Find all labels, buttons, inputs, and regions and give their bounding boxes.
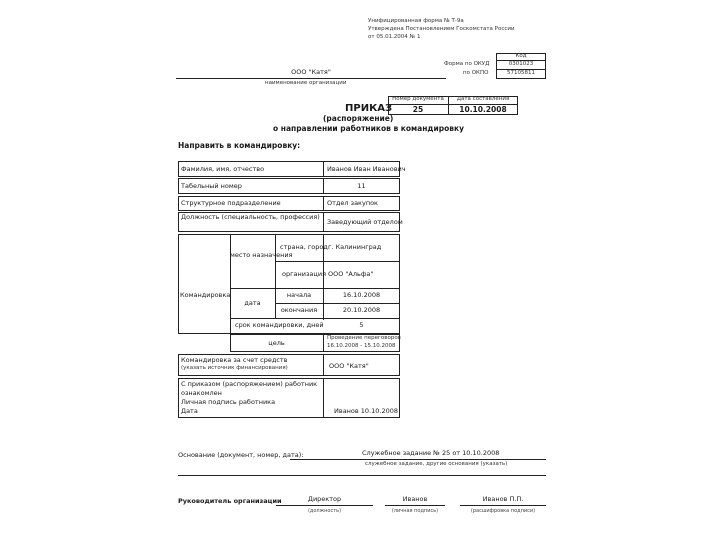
code-header: Код [515, 53, 527, 59]
end-value: 20.10.2008 [342, 306, 381, 314]
doc-date-label: Дата составления [456, 96, 510, 102]
doc-subject: о направлении работников в командировку [273, 124, 464, 133]
head-sign: Иванов [402, 495, 428, 503]
org-value: ООО "Альфа" [328, 270, 374, 278]
ack-value: Иванов 10.10.2008 [334, 407, 399, 415]
form-header-line1: Унифицированная форма № Т-9а [368, 18, 464, 24]
dept-value: Отдел закупок [327, 199, 378, 207]
fio-label: Фамилия, имя, отчество [181, 165, 265, 173]
doc-title: ПРИКАЗ [345, 103, 393, 114]
org-label: организация [282, 270, 326, 278]
basis-caption: служебное задание, другие основания (указать) [365, 461, 508, 467]
funding-hint: (указать источник финансирования) [181, 365, 288, 371]
days-label: срок командировки, дней [235, 321, 324, 329]
ack-label-4: Дата [181, 407, 198, 415]
head-position: Директор [307, 495, 342, 503]
purpose-label: цель [268, 339, 285, 347]
funding-value: ООО "Катя" [329, 362, 369, 370]
position-caption: (должность) [307, 508, 342, 514]
organization-caption: наименование организации [265, 80, 347, 86]
basis-label: Основание (документ, номер, дата): [178, 451, 304, 459]
form-header-line2: Утверждена Постановлением Госкомстата России [368, 26, 515, 32]
destination-label: место назначения [230, 251, 293, 259]
doc-number: 25 [412, 105, 424, 114]
ack-label-3: Личная подпись работника [181, 398, 276, 406]
decode-caption: (расшифровка подписи) [470, 508, 536, 514]
fio-value: Иванов Иван Иванович [327, 165, 406, 173]
doc-date: 10.10.2008 [459, 105, 507, 114]
country-value: г. Калининград [328, 243, 382, 251]
okpo-label: по ОКПО [463, 70, 489, 76]
tabnum-label: Табельный номер [181, 182, 242, 190]
position-label: Должность (специальность, профессия) [181, 213, 320, 221]
days-value: 5 [359, 321, 364, 329]
purpose-value-1: Проведение переговоров [327, 335, 401, 341]
tabnum-value: 11 [357, 182, 366, 190]
head-decode: Иванов П.П. [482, 495, 524, 503]
start-label: начала [286, 291, 312, 299]
position-value: Заведующий отделом [327, 218, 403, 226]
ack-label-1: С приказом (распоряжением) работник [181, 380, 318, 388]
start-value: 16.10.2008 [342, 291, 381, 299]
ack-label-2: ознакомлен [181, 389, 222, 397]
basis-value: Служебное задание № 25 от 10.10.2008 [362, 449, 500, 457]
dates-label: дата [244, 299, 261, 307]
okud-value: 0301023 [508, 61, 534, 67]
intro-text: Направить в командировку: [178, 141, 301, 150]
purpose-value-2: 16.10.2008 - 15.10.2008 [327, 343, 396, 349]
doc-number-label: Номер документа [392, 96, 444, 102]
sign-caption: (личная подпись) [391, 508, 439, 514]
head-label: Руководитель организации [178, 497, 282, 505]
country-label: страна, город [280, 243, 328, 251]
organization-name: ООО "Катя" [291, 68, 331, 76]
end-label: окончания [280, 306, 318, 314]
doc-subtitle: (распоряжение) [323, 114, 394, 123]
okud-label: Форма по ОКУД [444, 61, 490, 67]
okpo-value: 57105811 [507, 70, 535, 76]
form-header-line3: от 05.01.2004 № 1 [368, 34, 421, 40]
dept-label: Структурное подразделение [181, 199, 281, 207]
funding-label: Командировка за счет средств [181, 356, 288, 364]
trip-label: Командировка [180, 291, 231, 299]
